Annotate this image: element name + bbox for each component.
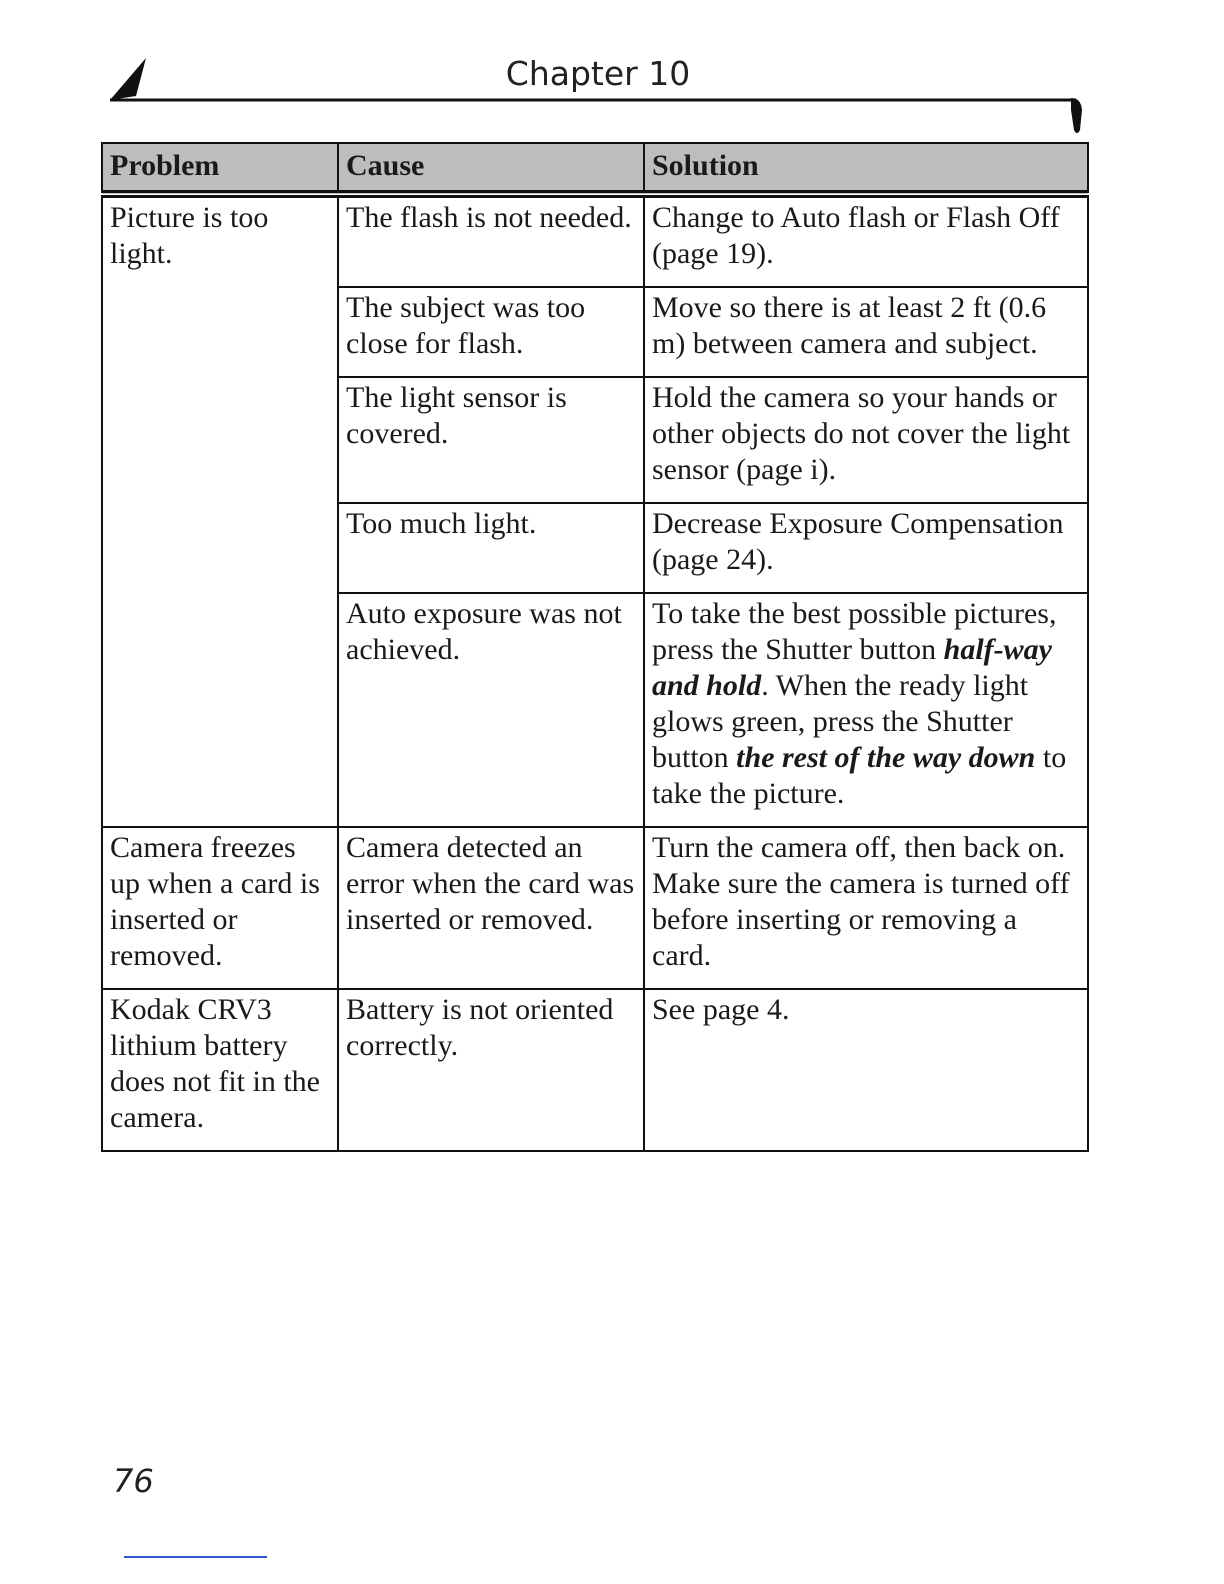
cause-cell: Battery is not oriented correctly. [338,989,644,1151]
solution-cell: Move so there is at least 2 ft (0.6 m) between camera and subject. [644,287,1088,377]
footer-rule [124,1556,267,1558]
emphasis-text: the rest of the way down [736,741,1036,774]
problem-cell: Picture is too light. [102,194,338,827]
cause-cell: Camera detected an error when the card was inserted or removed. [338,827,644,989]
page-header [108,50,1088,140]
solution-text: To take the best possible pictures, press the Shutter button [652,597,1057,666]
column-header-cause: Cause [338,143,644,194]
solution-cell: See page 4. [644,989,1088,1151]
cause-cell: Too much light. [338,503,644,593]
cause-cell: Auto exposure was not achieved. [338,593,644,827]
cause-cell: The flash is not needed. [338,194,644,287]
column-header-solution: Solution [644,143,1088,194]
solution-cell: Turn the camera off, then back on. Make sure the camera is turned off before inserting or removing a card. [644,827,1088,989]
table-row [102,989,1088,1151]
troubleshooting-table [101,142,1089,1152]
solution-cell: Change to Auto flash or Flash Off (page 19). [644,194,1088,287]
solution-text: to take the picture. [652,741,1067,810]
emphasis-text: half-way and hold [652,633,1052,702]
table-row [102,827,1088,989]
table-row [102,194,1088,287]
solution-cell: Decrease Exposure Compensation (page 24). [644,503,1088,593]
cause-cell: The light sensor is covered. [338,377,644,503]
column-header-problem: Problem [102,143,338,194]
problem-cell: Camera freezes up when a card is inserted or removed. [102,827,338,989]
cause-cell: The subject was too close for flash. [338,287,644,377]
chapter-title: Chapter 10 [505,54,691,93]
solution-text: . When the ready light glows green, press the Shutter button [652,669,1029,774]
problem-cell: Kodak CRV3 lithium battery does not fit in the camera. [102,989,338,1151]
page-number: 76 [113,1462,154,1500]
solution-cell: Hold the camera so your hands or other objects do not cover the light sensor (page i). [644,377,1088,503]
solution-cell [644,593,1088,827]
table-header-row [102,143,1088,194]
